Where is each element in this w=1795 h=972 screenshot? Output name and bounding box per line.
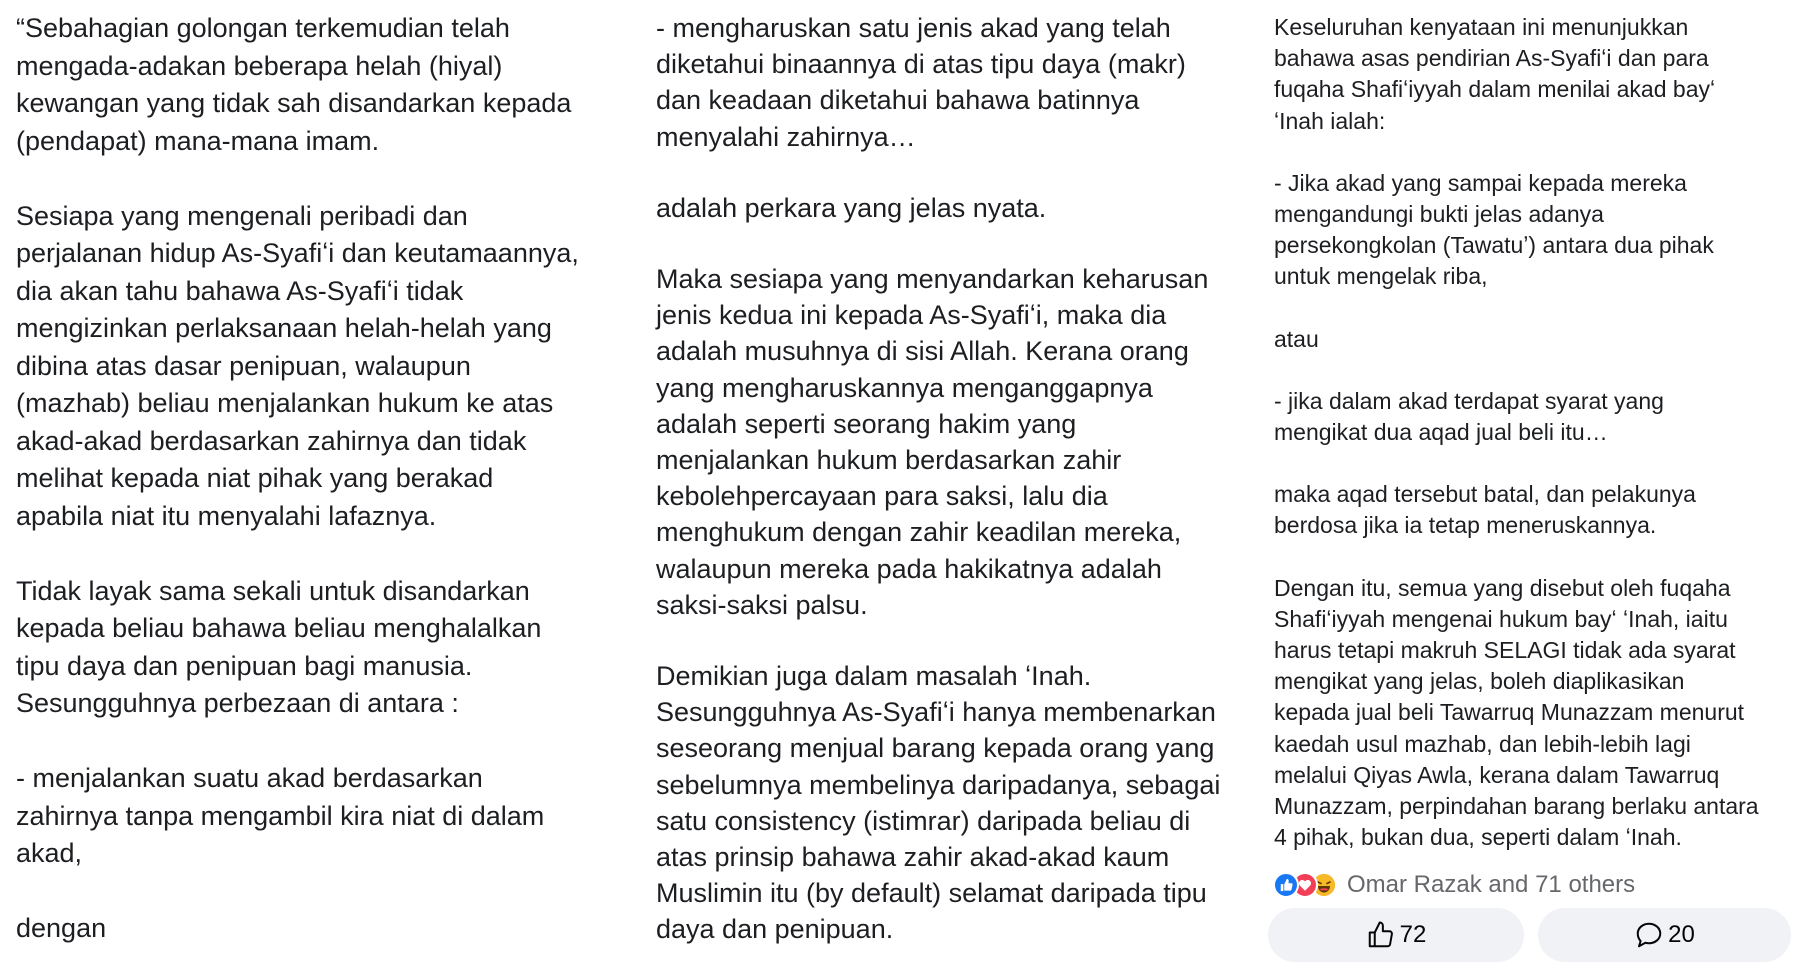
- comment-button[interactable]: [1538, 908, 1791, 962]
- text-column-3: [1260, 0, 1795, 972]
- like-count: 72: [1399, 921, 1427, 948]
- paragraph: adalah perkara yang jelas nyata.: [656, 192, 1047, 223]
- comment-bubble-icon: [1634, 920, 1664, 950]
- paragraph: “Sebahagian golongan terkemudian telah mengada-adakan beberapa helah (hiyal) kewangan yang tidak sah disandarkan kepada (pendapat) mana-mana imam.: [16, 13, 572, 156]
- reactions-summary[interactable]: [1273, 870, 1635, 900]
- text-column-2: [640, 0, 1260, 972]
- like-icon: [1273, 872, 1299, 898]
- thumbs-up-icon: [1366, 920, 1396, 950]
- like-button[interactable]: [1268, 908, 1524, 962]
- paragraph: Dengan itu, semua yang disebut oleh fuqaha Shafiʻiyyah mengenai hukum bayʻ ʻInah, iaitu harus tetapi makruh SELAGI tidak ada syarat mengikat yang jelas, boleh diaplikasikan kepada jual beli Tawarruq Munazzam menurut kaedah usul mazhab, dan lebih-lebih lagi melalui Qiyas Awla, kerana dalam Tawarruq Munazzam, perpindahan barang berlaku antara 4 pihak, bukan dua, seperti dalam ʻInah.: [1274, 574, 1759, 851]
- paragraph: - mengharuskan satu jenis akad yang telah diketahui binaannya di atas tipu daya (makr) dan keadaan diketahui bahawa batinnya menyalahi zahirnya…: [656, 13, 1186, 152]
- paragraph: - Jika akad yang sampai kepada mereka mengandungi bukti jelas adanya persekongkolan (Tawatuʼ) antara dua pihak untuk mengelak riba,: [1274, 169, 1714, 290]
- paragraph: Tidak layak sama sekali untuk disandarkan kepada beliau bahawa beliau menghalalkan tipu daya dan penipuan bagi manusia. Sesungguhnya perbezaan di antara :: [16, 575, 542, 718]
- paragraph: - jika dalam akad terdapat syarat yang mengikat dua aqad jual beli itu…: [1274, 387, 1664, 446]
- paragraph: - menjalankan suatu akad berdasarkan zahirnya tanpa mengambil kira niat di dalam akad,: [16, 763, 545, 868]
- reaction-summary-text[interactable]: Omar Razak and 71 others: [1347, 871, 1636, 898]
- paragraph: Keseluruhan kenyataan ini menunjukkan bahawa asas pendirian As-Syafiʻi dan para fuqaha Shafiʻiyyah dalam menilai akad bayʻ ʻInah ialah:: [1274, 14, 1716, 134]
- paragraph: Maka sesiapa yang menyandarkan keharusan jenis kedua ini kepada As-Syafiʻi, maka dia adalah musuhnya di sisi Allah. Kerana orang yang mengharuskannya menganggapnya adalah seperti seorang hakim yang menjalankan hukum berdasarkan zahir kebolehpercayaan para saksi, lalu dia menghukum dengan zahir keadilan mereka, walaupun mereka pada hakikatnya adalah saksi-saksi palsu.: [656, 264, 1209, 620]
- paragraph: Sesiapa yang mengenali peribadi dan perjalanan hidup As-Syafiʻi dan keutamaannya, dia akan tahu bahawa As-Syafiʻi tidak mengizinkan perlaksanaan helah-helah yang dibina atas dasar penipuan, walaupun (mazhab) beliau menjalankan hukum ke atas akad-akad berdasarkan zahirnya dan tidak melihat kepada niat pihak yang berakad apabila niat itu menyalahi lafaznya.: [16, 200, 579, 531]
- paragraph: atau: [1274, 325, 1319, 352]
- paragraph: maka aqad tersebut batal, dan pelakunya berdosa jika ia tetap meneruskannya.: [1274, 481, 1696, 539]
- comment-count: 20: [1668, 921, 1695, 948]
- text-column-1: [0, 0, 640, 972]
- paragraph: Demikian juga dalam masalah ʻInah. Sesungguhnya As-Syafiʻi hanya membenarkan seseorang menjual barang kepada orang yang sebelumnya membelinya daripadanya, sebagai satu consistency (istimrar) daripada beliau di atas prinsip bahawa zahir akad-akad kaum Muslimin itu (by default) selamat daripada tipu daya dan penipuan.: [656, 661, 1221, 945]
- paragraph: dengan: [16, 913, 107, 943]
